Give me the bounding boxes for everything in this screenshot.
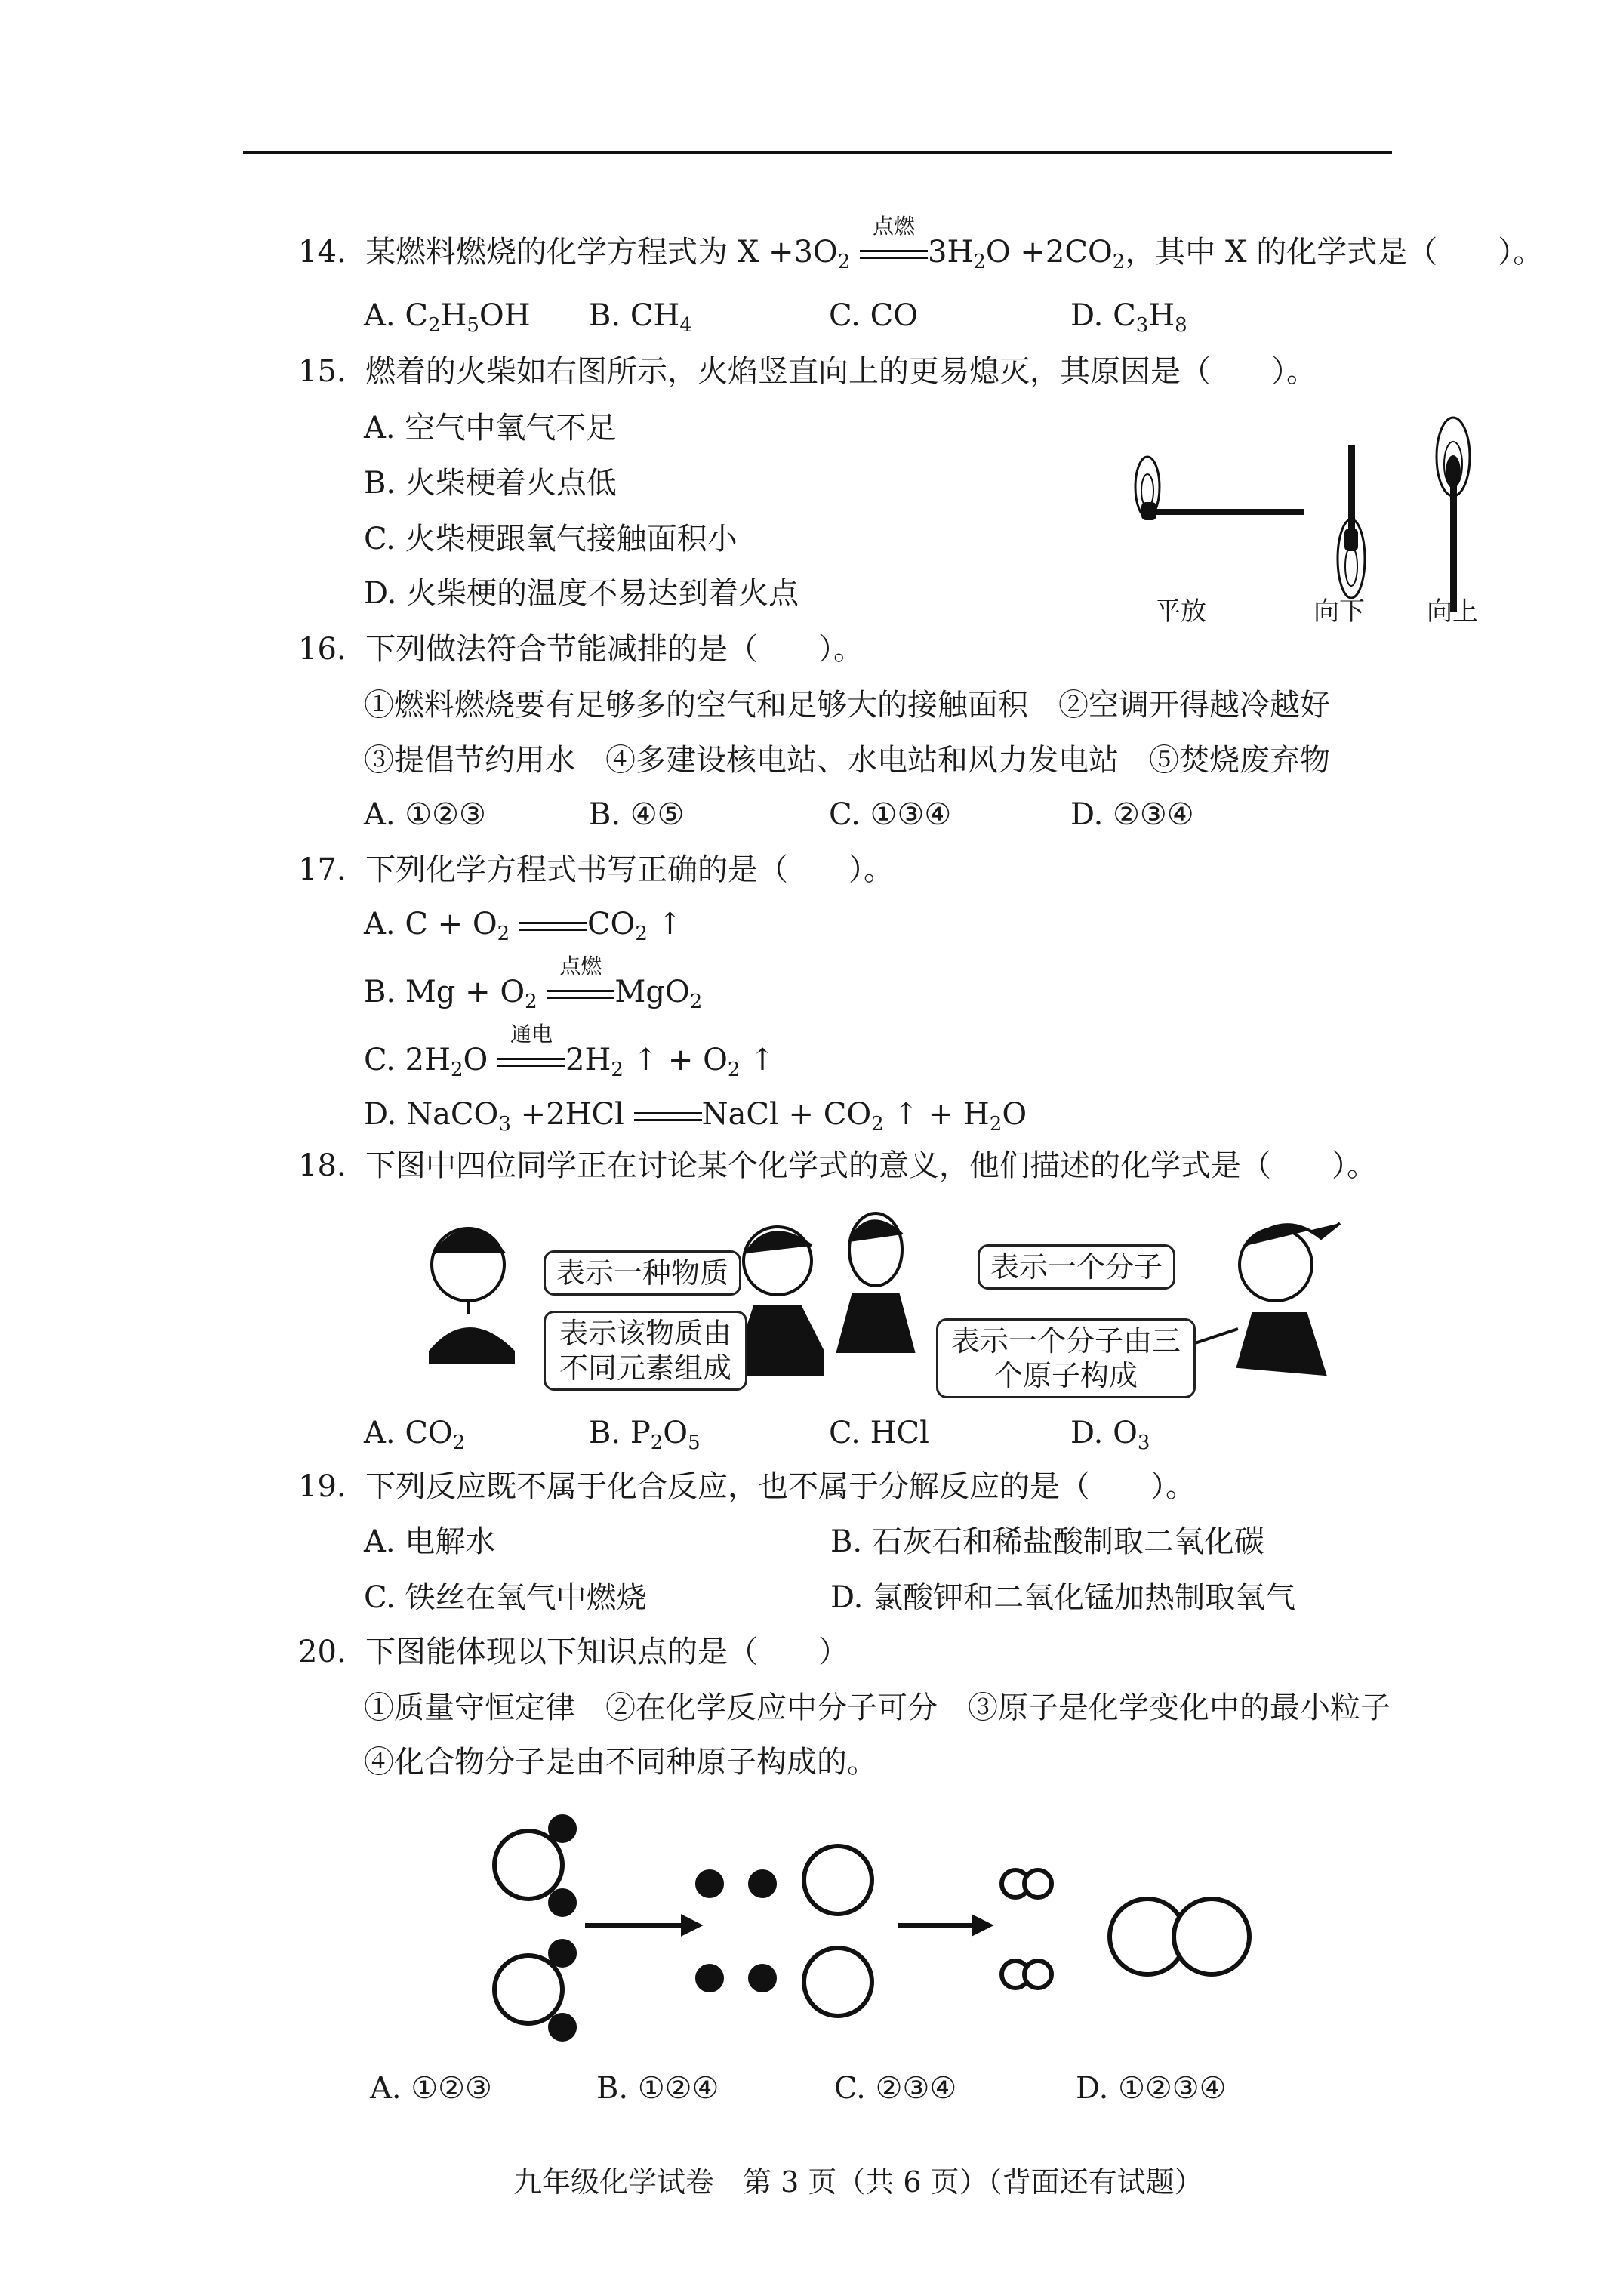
q18-option-c[interactable]: C. HCl xyxy=(829,1416,929,1450)
speech-bubble-3: 表示一个分子由三个原子构成 xyxy=(936,1318,1196,1398)
q14-option-c[interactable]: C. CO xyxy=(829,298,919,333)
molecule-reactant-1 xyxy=(494,1817,574,1915)
page-footer: 九年级化学试卷 第 3 页（共 6 页）（背面还有试题） xyxy=(513,2165,1203,2199)
q16-statements-1: ①燃料燃烧要有足够多的空气和足够大的接触面积 ②空调开得越冷越好 xyxy=(364,688,1330,723)
molecule-reactant-2 xyxy=(494,1941,574,2039)
q20-option-c[interactable]: C. ②③④ xyxy=(834,2071,957,2106)
question-16-stem: 16. 下列做法符合节能减排的是（ ）。 xyxy=(298,632,864,667)
q20-option-a[interactable]: A. ①②③ xyxy=(370,2071,492,2106)
q15-option-c[interactable]: C. 火柴梗跟氧气接触面积小 xyxy=(364,522,738,556)
molecule-reaction-figure xyxy=(483,1812,1283,2054)
q20-statements-2: ④化合物分子是由不同种原子构成的。 xyxy=(364,1745,877,1780)
molecule-product-2 xyxy=(1002,1961,1052,1988)
q17-option-a[interactable]: A. $C + O_2$ $CO_2$ ↑ xyxy=(364,907,683,945)
q20-option-d[interactable]: D. ①②③④ xyxy=(1076,2071,1227,2106)
q14-option-b[interactable]: B. $CH_4$ xyxy=(589,298,692,337)
question-18-stem: 18. 下图中四位同学正在讨论某个化学式的意义，他们描述的化学式是（ ）。 xyxy=(298,1148,1378,1183)
match-horizontal xyxy=(1135,457,1304,520)
header-rule xyxy=(243,151,1392,154)
q15-option-d[interactable]: D. 火柴梗的温度不易达到着火点 xyxy=(364,576,799,611)
q16-option-a[interactable]: A. ①②③ xyxy=(364,797,486,832)
figure-label-up: 向上 xyxy=(1427,596,1478,627)
match-figure xyxy=(1125,415,1487,619)
student-3-icon xyxy=(838,1213,913,1351)
q17-option-c[interactable]: C. $2H_2O$ 通电 $2H_2$ ↑ + $O_2$ ↑ xyxy=(364,1022,775,1081)
q15-option-b[interactable]: B. 火柴梗着火点低 xyxy=(364,466,617,501)
speech-bubble-1: 表示一种物质 xyxy=(544,1250,741,1296)
q17-option-d[interactable]: D. NaCO$_3$ +2HCl NaCl + $CO_2$ ↑ + $H_2O$ xyxy=(364,1097,1027,1136)
q16-option-d[interactable]: D. ②③④ xyxy=(1070,797,1194,832)
q19-option-a[interactable]: A. 电解水 xyxy=(364,1524,496,1559)
speech-bubble-4: 表示一个分子 xyxy=(978,1244,1175,1290)
figure-label-down: 向下 xyxy=(1313,596,1365,627)
question-15-stem: 15. 燃着的火柴如右图所示，火焰竖直向上的更易熄灭，其原因是（ ）。 xyxy=(298,354,1317,389)
match-downward xyxy=(1338,445,1365,598)
q16-option-c[interactable]: C. ①③④ xyxy=(829,797,952,832)
q18-option-a[interactable]: A. $CO_2$ xyxy=(364,1416,466,1454)
speech-bubble-2: 表示该物质由不同元素组成 xyxy=(544,1311,747,1391)
question-17-stem: 17. 下列化学方程式书写正确的是（ ）。 xyxy=(298,852,895,887)
match-upward xyxy=(1437,418,1470,612)
figure-label-horizontal: 平放 xyxy=(1155,596,1206,627)
student-1-icon xyxy=(430,1228,513,1363)
q14-option-d[interactable]: D. $C_3H_8$ xyxy=(1070,298,1187,337)
question-19-stem: 19. 下列反应既不属于化合反应，也不属于分解反应的是（ ）。 xyxy=(298,1469,1196,1504)
student-4-icon xyxy=(1193,1223,1340,1374)
question-20-stem: 20. 下图能体现以下知识点的是（ ） xyxy=(298,1635,849,1669)
q18-option-b[interactable]: B. $P_2O_5$ xyxy=(589,1416,701,1454)
q15-option-a[interactable]: A. 空气中氧气不足 xyxy=(364,411,617,445)
q19-option-b[interactable]: B. 石灰石和稀盐酸制取二氧化碳 xyxy=(830,1524,1264,1559)
q19-option-d[interactable]: D. 氯酸钾和二氧化锰加热制取氧气 xyxy=(830,1580,1296,1615)
q16-option-b[interactable]: B. ④⑤ xyxy=(589,797,685,832)
q17-option-b[interactable]: B. $Mg + O_2$ 点燃 MgO$_2$ xyxy=(364,954,703,1013)
q19-option-c[interactable]: C. 铁丝在氧气中燃烧 xyxy=(364,1580,647,1615)
molecule-product-1 xyxy=(1002,1870,1052,1897)
q16-statements-2: ③提倡节约用水 ④多建设核电站、水电站和风力发电站 ⑤焚烧废弃物 xyxy=(364,743,1330,778)
student-2-icon xyxy=(740,1227,823,1374)
molecule-product-3 xyxy=(1110,1899,1249,1974)
q20-statements-1: ①质量守恒定律 ②在化学反应中分子可分 ③原子是化学变化中的最小粒子 xyxy=(364,1690,1390,1725)
question-14-stem: 14. 某燃料燃烧的化学方程式为 $X +3O_2$ 点燃 $3H_2O +2CO_2$，其中 X 的化学式是（ ）。 xyxy=(298,214,1544,273)
q18-option-d[interactable]: D. $O_3$ xyxy=(1070,1416,1150,1454)
q14-option-a[interactable]: A. $C_2H_5OH$ xyxy=(364,298,531,337)
q20-option-b[interactable]: B. ①②④ xyxy=(596,2071,719,2106)
